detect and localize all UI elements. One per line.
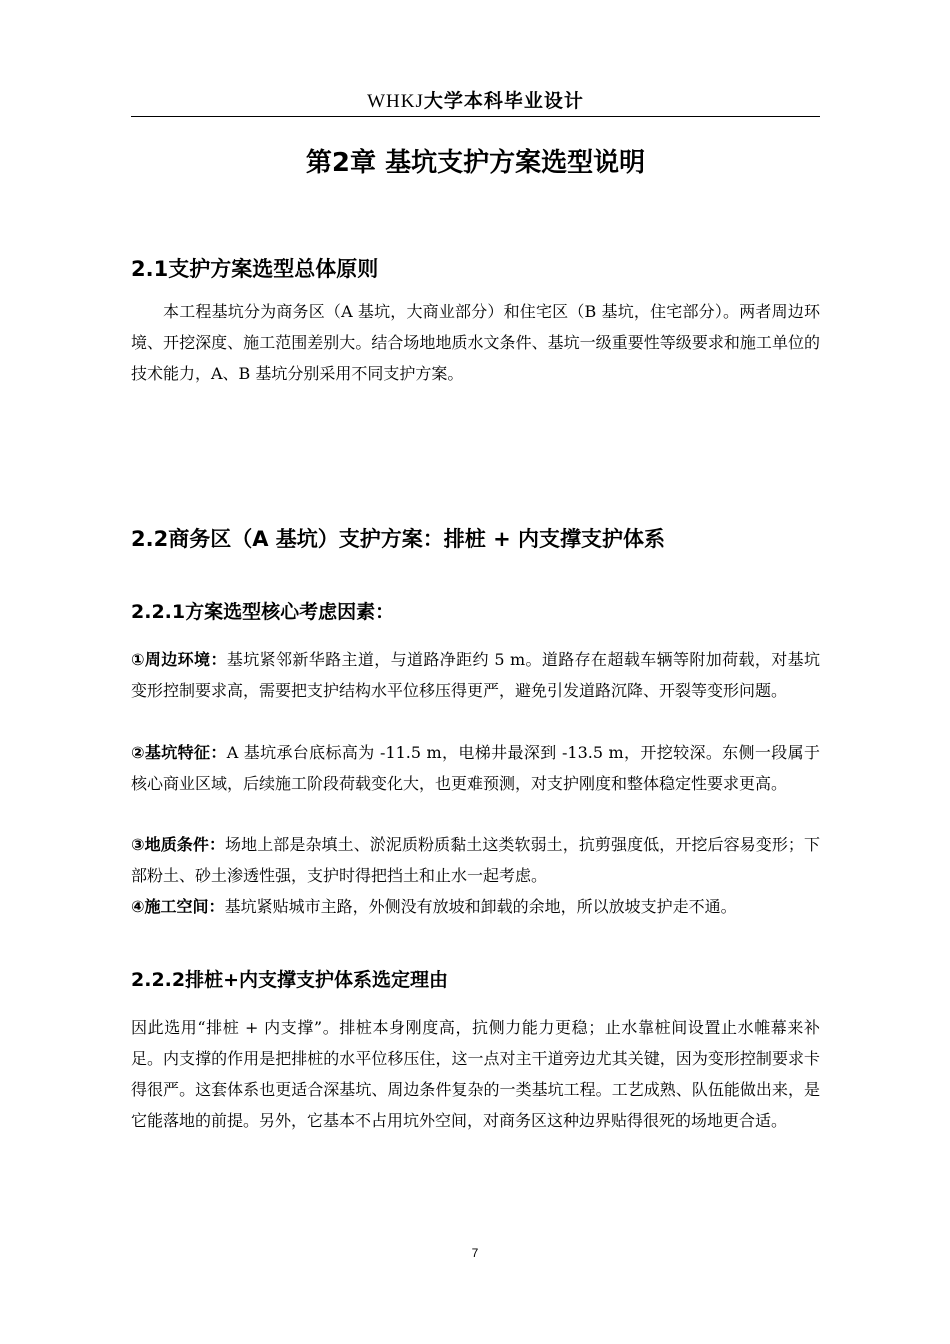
section-heading-2-2: 2.2商务区（A 基坑）支护方案：排桩 + 内支撑支护体系: [131, 527, 665, 551]
factor-construction-space: [131, 891, 820, 922]
header-title: 大学本科毕业设计: [423, 90, 584, 112]
header-latin: WHKJ: [367, 91, 424, 112]
factor-label: ①周边环境：: [131, 650, 227, 669]
factor-label: ③地质条件：: [131, 835, 226, 854]
factor-text: A 基坑承台底标高为 -11.5 m，电梯井最深到 -13.5 m，开挖较深。东侧一段属于核心商业区域，后续施工阶段荷载变化大，也更难预测，对支护刚度和整体稳定性要求更高。: [131, 743, 820, 793]
factor-surroundings: [131, 644, 820, 706]
chapter-title: 第2章 基坑支护方案选型说明: [305, 148, 646, 178]
factor-text: 基坑紧贴城市主路，外侧没有放坡和卸载的余地，所以放坡支护走不通。: [224, 897, 737, 916]
section-heading-2-2-2: 2.2.2排桩+内支撑支护体系选定理由: [131, 969, 449, 991]
section-heading-2-2-1: 2.2.1方案选型核心考虑因素：: [131, 601, 395, 623]
page-header: [131, 86, 820, 117]
factor-text: 基坑紧邻新华路主道，与道路净距约 5 m。道路存在超载车辆等附加荷载，对基坑变形控制要求高，需要把支护结构水平位移压得更严，避免引发道路沉降、开裂等变形问题。: [131, 650, 820, 700]
factor-label: ②基坑特征：: [131, 743, 227, 762]
factor-text: 场地上部是杂填土、淤泥质粉质黏土这类软弱土，抗剪强度低，开挖后容易变形；下部粉土、砂土渗透性强，支护时得把挡土和止水一起考虑。: [131, 835, 820, 885]
section-2-1-paragraph: 本工程基坑分为商务区（A 基坑，大商业部分）和住宅区（B 基坑，住宅部分）。两者周边环境、开挖深度、施工范围差别大。结合场地地质水文条件、基坑一级重要性等级要求和施工单位的技术能力，A、B 基坑分别采用不同支护方案。: [131, 302, 820, 383]
factor-label: ④施工空间：: [131, 897, 225, 916]
factor-geology: [131, 829, 820, 891]
section-heading-2-1: 2.1支护方案选型总体原则: [131, 257, 379, 281]
section-2-2-2-paragraph: 因此选用“排桩 + 内支撑”。排桩本身刚度高，抗侧力能力更稳；止水靠桩间设置止水帷幕来补足。内支撑的作用是把排桩的水平位移压住，这一点对主干道旁边尤其关键，因为变形控制要求卡得很严。这套体系也更适合深基坑、周边条件复杂的一类基坑工程。工艺成熟、队伍能做出来，是它能落地的前提。另外，它基本不占用坑外空间，对商务区这种边界贴得很死的场地更合适。: [131, 1018, 820, 1130]
factor-pit-features: [131, 737, 820, 799]
page-number: 7: [471, 1246, 479, 1260]
